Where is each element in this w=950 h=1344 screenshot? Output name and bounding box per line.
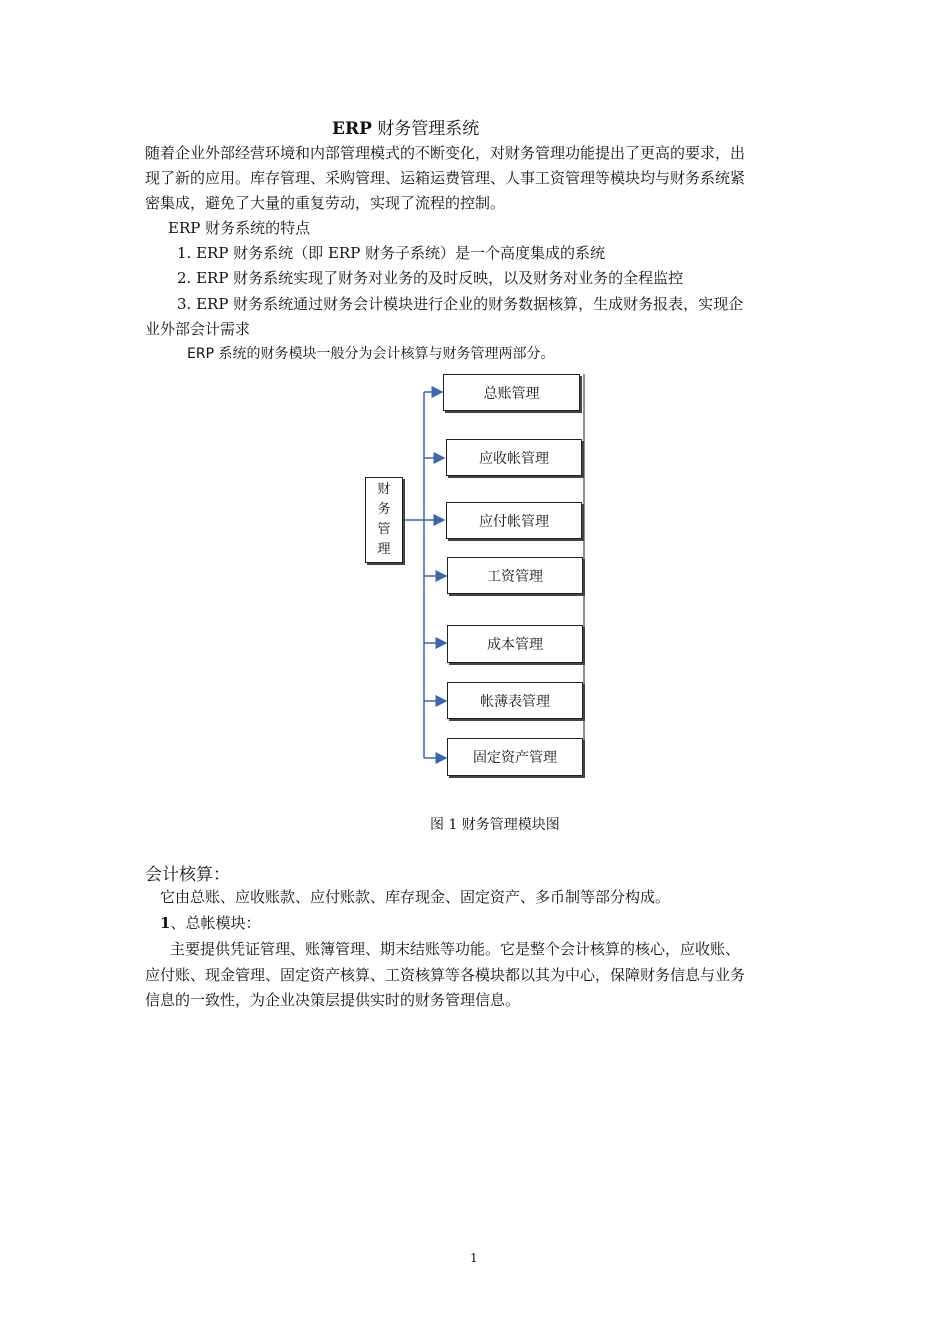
intro-line: 密集成，避免了大量的重复劳动，实现了流程的控制。 [145, 194, 506, 212]
diagram-node-fixed-assets: 固定资产管理 [447, 738, 583, 776]
features-heading: ERP 财务系统的特点 [168, 219, 311, 237]
title-erp: ERP [332, 119, 372, 139]
root-char: 管 [377, 522, 391, 537]
root-char: 财 [377, 482, 391, 497]
root-char: 务 [377, 502, 391, 517]
diagram-node-ledger-reports: 帐薄表管理 [447, 682, 583, 719]
gl-line: 信息的一致性，为企业决策层提供实时的财务管理信息。 [145, 991, 521, 1009]
subsection-heading-gl [160, 911, 260, 936]
intro-line: 现了新的应用。库存管理、采购管理、运箱运费管理、人事工资管理等模块均与财务系统紧 [145, 169, 746, 187]
feature-item-3-cont: 业外部会计需求 [145, 320, 251, 338]
figure-caption: 图 1 财务管理模块图 [430, 817, 560, 833]
gl-line: 主要提供凭证管理、账簿管理、期末结账等功能。它是整个会计核算的核心，应收账、 [170, 940, 741, 958]
diagram-root-box [365, 477, 403, 563]
accounting-description: 它由总账、应收账款、应付账款、库存现金、固定资产、多币制等部分构成。 [160, 888, 671, 906]
root-char: 理 [377, 542, 391, 557]
feature-item-3: 3. ERP 财务系统通过财务会计模块进行企业的财务数据核算，生成财务报表，实现企 [177, 295, 744, 313]
feature-item-1: 1. ERP 财务系统（即 ERP 财务子系统）是一个高度集成的系统 [177, 244, 606, 262]
gl-line: 应付账、现金管理、固定资产核算、工资核算等各模块都以其为中心，保障财务信息与业务 [145, 966, 746, 984]
feature-item-2: 2. ERP 财务系统实现了财务对业务的及时反映，以及财务对业务的全程监控 [177, 269, 684, 287]
module-intro: ERP 系统的财务模块一般分为会计核算与财务管理两部分。 [187, 346, 555, 362]
diagram-node-payables: 应付帐管理 [446, 502, 582, 539]
diagram-node-general-ledger: 总账管理 [443, 374, 580, 411]
diagram-node-receivables: 应收帐管理 [446, 439, 582, 476]
intro-line: 随着企业外部经营环境和内部管理模式的不断变化，对财务管理功能提出了更高的要求，出 [145, 144, 746, 162]
gl-heading-text: 、总帐模块： [170, 914, 261, 932]
gl-heading-number: 1 [160, 914, 171, 932]
section-heading-accounting: 会计核算： [145, 865, 230, 885]
page-number: 1 [470, 1251, 478, 1265]
title-text: 财务管理系统 [377, 119, 480, 139]
diagram-node-payroll: 工资管理 [447, 557, 583, 594]
diagram-node-cost: 成本管理 [447, 625, 583, 663]
